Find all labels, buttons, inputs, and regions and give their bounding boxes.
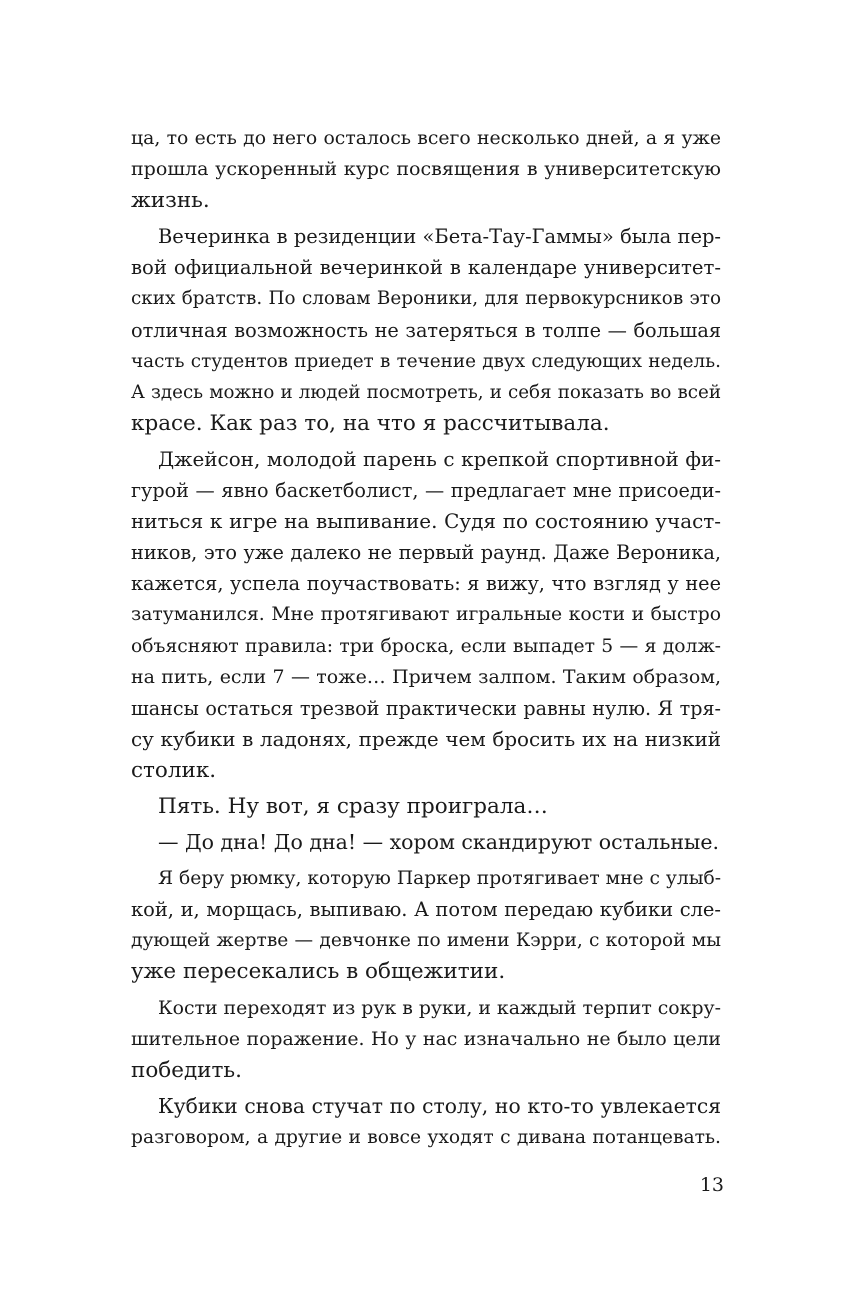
text-line: дующей жертве — девчонке по имени Кэрри, с которой мы <box>131 930 721 952</box>
text-line: разговором, а другие и вовсе уходят с дивана потанцевать. <box>131 1126 721 1148</box>
paragraph <box>131 791 721 822</box>
paragraph <box>131 1091 721 1153</box>
text-line: столик. <box>131 757 217 783</box>
text-line: красе. Как раз то, на что я рассчитывала. <box>131 410 610 436</box>
body-text <box>131 123 721 1153</box>
page-number: 13 <box>699 1174 724 1196</box>
text-line: А здесь можно и людей посмотреть, и себя показать во всей <box>131 381 721 403</box>
text-line: Кости переходят из рук в руки, и каждый терпит сокру- <box>158 996 721 1019</box>
text-line: Пять. Ну вот, я сразу проиграла… <box>158 793 548 819</box>
text-line: отличная возможность не затеряться в толпе — большая <box>131 318 721 342</box>
text-line: на пить, если 7 — тоже… Причем залпом. Таким образом, <box>131 665 721 688</box>
text-line: Вечеринка в резиденции «Бета-Тау-Гаммы» была пер- <box>158 225 721 249</box>
text-line: ца, то есть до него осталось всего несколько дней, а я уже <box>131 128 721 149</box>
paragraph <box>131 827 721 858</box>
paragraph <box>131 221 721 439</box>
text-line: Джейсон, молодой парень с крепкой спортивной фи- <box>158 447 721 471</box>
paragraph <box>131 444 721 786</box>
text-line: прошла ускоренный курс посвящения в университетскую <box>131 158 721 181</box>
text-line: кой, и, морщась, выпиваю. А потом передаю кубики сле- <box>131 898 721 922</box>
text-line: ских братств. По словам Вероники, для первокурсников это <box>131 288 721 310</box>
text-line: гурой — явно баскетболист, — предлагает мне присоеди- <box>131 479 721 503</box>
text-line: Я беру рюмку, которую Паркер протягивает мне с улыб- <box>158 868 722 890</box>
text-line: вой официальной вечеринкой в календаре университет- <box>131 256 721 280</box>
text-line: победить. <box>131 1057 242 1083</box>
text-line: су кубики в ладонях, прежде чем бросить их на низкий <box>131 727 721 751</box>
text-line: затуманился. Мне протягивают игральные кости и быстро <box>131 604 721 626</box>
paragraph <box>131 123 721 216</box>
paragraph <box>131 863 721 987</box>
text-line: шансы остаться трезвой практически равны нулю. Я тря- <box>131 696 721 720</box>
text-line: часть студентов приедет в течение двух следующих недель. <box>131 350 721 372</box>
paragraph <box>131 993 721 1086</box>
text-line: жизнь. <box>131 188 210 214</box>
text-line: кажется, успела поучаствовать: я вижу, что взгляд у нее <box>131 572 721 596</box>
text-line: Кубики снова стучат по столу, но кто-то увлекается <box>158 1093 721 1118</box>
text-line: уже пересекались в общежитии. <box>131 959 506 985</box>
text-line: объясняют правила: три броска, если выпадет 5 — я долж- <box>131 635 721 657</box>
text-line: — До дна! До дна! — хором скандируют остальные. <box>158 830 719 855</box>
text-line: шительное поражение. Но у нас изначально не было цели <box>131 1027 721 1050</box>
text-line: ников, это уже далеко не первый раунд. Даже Вероника, <box>131 541 721 565</box>
text-line: ниться к игре на выпивание. Судя по состоянию участ- <box>131 510 721 534</box>
